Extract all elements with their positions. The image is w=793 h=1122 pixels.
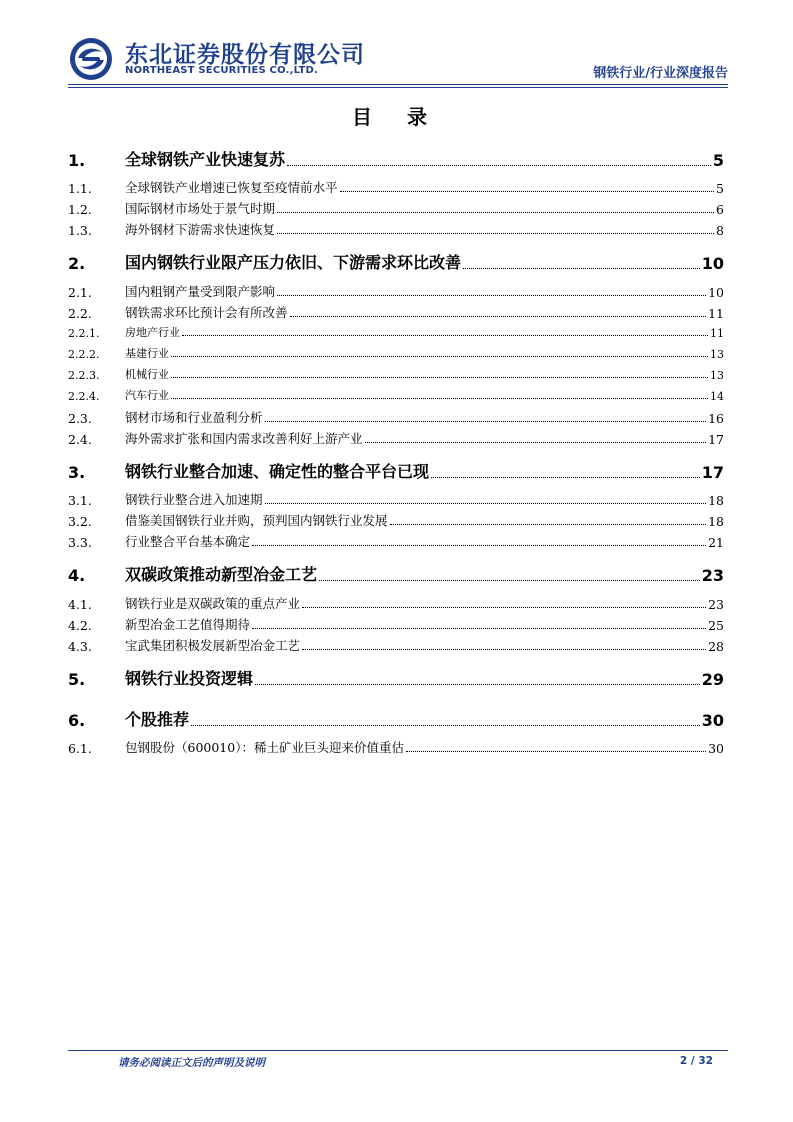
toc-entry-title[interactable]: 新型冶金工艺值得期待: [125, 617, 251, 632]
toc-entry[interactable]: [68, 490, 724, 508]
toc-entry-page: 13: [710, 348, 724, 361]
header-divider-thin: [68, 87, 728, 88]
toc-entry-number: 3.: [68, 463, 86, 482]
toc-entry[interactable]: [68, 345, 724, 361]
toc-entry-number: 1.3.: [68, 223, 92, 238]
toc-entry-title[interactable]: 个股推荐: [125, 710, 190, 729]
toc-dot-leader: [463, 268, 700, 269]
toc-entry-page: 30: [708, 741, 724, 756]
toc-dot-leader: [319, 580, 700, 581]
toc-entry-title[interactable]: 国内粗钢产量受到限产影响: [125, 284, 276, 299]
toc-entry-title[interactable]: 海外需求扩张和国内需求改善利好上游产业: [125, 431, 363, 446]
toc-entry-page: 21: [708, 535, 724, 550]
footer-disclaimer: 请务必阅读正文后的声明及说明: [118, 1057, 265, 1069]
toc-entry[interactable]: [68, 666, 724, 689]
toc-dot-leader: [171, 377, 708, 378]
toc-entry-title[interactable]: 钢铁行业整合加速、确定性的整合平台已现: [125, 462, 430, 481]
toc-entry[interactable]: [68, 615, 724, 633]
toc-entry-number: 4.1.: [68, 597, 92, 612]
toc-entry-number: 2.2.2.: [68, 348, 100, 361]
toc-entry-number: 4.3.: [68, 639, 92, 654]
toc-entry[interactable]: [68, 199, 724, 217]
toc-dot-leader: [277, 233, 714, 234]
toc-entry-number: 1.: [68, 151, 86, 170]
toc-entry-number: 2.2.: [68, 306, 92, 321]
toc-entry-title[interactable]: 钢材市场和行业盈利分析: [125, 410, 263, 425]
toc-entry-number: 5.: [68, 670, 86, 689]
northeast-securities-logo-icon: [68, 36, 114, 82]
toc-dot-leader: [277, 212, 714, 213]
toc-entry-page: 11: [708, 306, 724, 321]
toc-entry-number: 3.2.: [68, 514, 92, 529]
toc-dot-leader: [265, 421, 707, 422]
toc-entry-page: 11: [710, 327, 724, 340]
page-header: [68, 34, 728, 82]
footer-divider: [68, 1050, 728, 1051]
toc-entry-page: 23: [701, 566, 724, 585]
toc-entry-number: 2.2.4.: [68, 390, 100, 403]
toc-entry-title[interactable]: 全球钢铁产业增速已恢复至疫情前水平: [125, 180, 338, 195]
toc-entry-page: 6: [716, 202, 724, 217]
toc-dot-leader: [265, 503, 707, 504]
toc-entry-title[interactable]: 钢铁需求环比预计会有所改善: [125, 305, 288, 320]
toc-entry[interactable]: [68, 220, 724, 238]
toc-entry-number: 2.3.: [68, 411, 92, 426]
toc-entry-title[interactable]: 钢铁行业投资逻辑: [125, 669, 254, 688]
toc-entry[interactable]: [68, 562, 724, 585]
toc-dot-leader: [302, 649, 706, 650]
toc-dot-leader: [191, 725, 700, 726]
toc-entry-title[interactable]: 基建行业: [125, 347, 169, 360]
toc-dot-leader: [365, 442, 707, 443]
toc-entry-number: 2.1.: [68, 285, 92, 300]
toc-dot-leader: [340, 191, 715, 192]
toc-entry-page: 28: [708, 639, 724, 654]
toc-entry[interactable]: [68, 178, 724, 196]
toc-entry-number: 2.: [68, 254, 86, 273]
toc-entry-page: 10: [701, 254, 724, 273]
toc-entry-number: 3.1.: [68, 493, 92, 508]
toc-entry-number: 1.2.: [68, 202, 92, 217]
toc-entry-number: 2.4.: [68, 432, 92, 447]
toc-entry-number: 3.3.: [68, 535, 92, 550]
toc-entry-page: 14: [710, 390, 724, 403]
toc-dot-leader: [171, 356, 708, 357]
toc-entry[interactable]: [68, 408, 724, 426]
toc-entry-number: 2.2.3.: [68, 369, 100, 382]
toc-entry[interactable]: [68, 147, 724, 170]
toc-entry-page: 5: [712, 151, 724, 170]
toc-entry[interactable]: [68, 636, 724, 654]
toc-dot-leader: [302, 607, 706, 608]
toc-title: 目 录: [352, 105, 441, 129]
header-divider: [68, 84, 728, 85]
toc-dot-leader: [182, 335, 708, 336]
toc-entry[interactable]: [68, 707, 724, 730]
toc-entry-number: 1.1.: [68, 181, 92, 196]
toc-dot-leader: [252, 628, 706, 629]
toc-entry-page: 17: [708, 432, 724, 447]
toc-entry-title[interactable]: 机械行业: [125, 368, 169, 381]
toc-entry-title[interactable]: 双碳政策推动新型冶金工艺: [125, 565, 318, 584]
toc-entry-page: 8: [716, 223, 724, 238]
page-number: 2 / 32: [679, 1055, 713, 1067]
toc-entry-page: 5: [716, 181, 724, 196]
toc-entry-page: 23: [708, 597, 724, 612]
toc-entry-title[interactable]: 借鉴美国钢铁行业并购，预判国内钢铁行业发展: [125, 513, 388, 528]
toc-entry[interactable]: [68, 594, 724, 612]
toc-entry-title[interactable]: 房地产行业: [125, 326, 180, 339]
toc-entry-title[interactable]: 汽车行业: [125, 389, 169, 402]
toc-entry-page: 10: [708, 285, 724, 300]
toc-entry-page: 25: [708, 618, 724, 633]
toc-dot-leader: [406, 751, 706, 752]
toc-entry-number: 4.2.: [68, 618, 92, 633]
toc-entry[interactable]: [68, 303, 724, 321]
toc-entry-number: 2.2.1.: [68, 327, 100, 340]
toc-entry[interactable]: [68, 511, 724, 529]
toc-entry-number: 6.: [68, 711, 86, 730]
toc-entry[interactable]: [68, 532, 724, 550]
company-name-en: NORTHEAST SECURITIES CO.,LTD.: [125, 65, 319, 76]
toc-entry-title[interactable]: 海外钢材下游需求快速恢复: [125, 222, 276, 237]
toc-entry-page: 17: [701, 463, 724, 482]
toc-dot-leader: [255, 684, 700, 685]
toc-entry[interactable]: [68, 459, 724, 482]
toc-entry-page: 29: [701, 670, 724, 689]
toc-entry-page: 13: [710, 369, 724, 382]
toc-entry[interactable]: [68, 429, 724, 447]
toc-entry[interactable]: [68, 738, 724, 756]
toc-entry-page: 18: [708, 514, 724, 529]
toc-entry-title[interactable]: 包钢股份（600010）：稀土矿业巨头迎来价值重估: [125, 740, 404, 755]
toc-entry[interactable]: [68, 387, 724, 403]
toc-entry-title[interactable]: 钢铁行业整合进入加速期: [125, 492, 263, 507]
toc-dot-leader: [277, 295, 706, 296]
company-name-cn: 东北证券股份有限公司: [125, 42, 365, 68]
toc-dot-leader: [287, 165, 711, 166]
toc-entry-number: 6.1.: [68, 741, 92, 756]
toc-dot-leader: [290, 316, 707, 317]
toc-entry-title[interactable]: 宝武集团积极发展新型冶金工艺: [125, 638, 301, 653]
toc-entry-title[interactable]: 全球钢铁产业快速复苏: [125, 150, 286, 169]
toc-entry-page: 18: [708, 493, 724, 508]
toc-entry-page: 30: [701, 711, 724, 730]
toc-dot-leader: [171, 398, 708, 399]
toc-dot-leader: [252, 545, 706, 546]
toc-entry[interactable]: [68, 366, 724, 382]
toc-entry-title[interactable]: 钢铁行业是双碳政策的重点产业: [125, 596, 301, 611]
toc-entry[interactable]: [68, 324, 724, 340]
toc-entry-number: 4.: [68, 566, 86, 585]
toc-dot-leader: [431, 477, 700, 478]
toc-entry-title[interactable]: 国内钢铁行业限产压力依旧、下游需求环比改善: [125, 253, 462, 272]
toc-entry[interactable]: [68, 250, 724, 273]
toc-entry[interactable]: [68, 282, 724, 300]
toc-dot-leader: [390, 524, 707, 525]
toc-entry-title[interactable]: 行业整合平台基本确定: [125, 534, 251, 549]
toc-entry-title[interactable]: 国际钢材市场处于景气时期: [125, 201, 276, 216]
report-type-label: 钢铁行业/行业深度报告: [593, 66, 728, 81]
toc-entry-page: 16: [708, 411, 724, 426]
